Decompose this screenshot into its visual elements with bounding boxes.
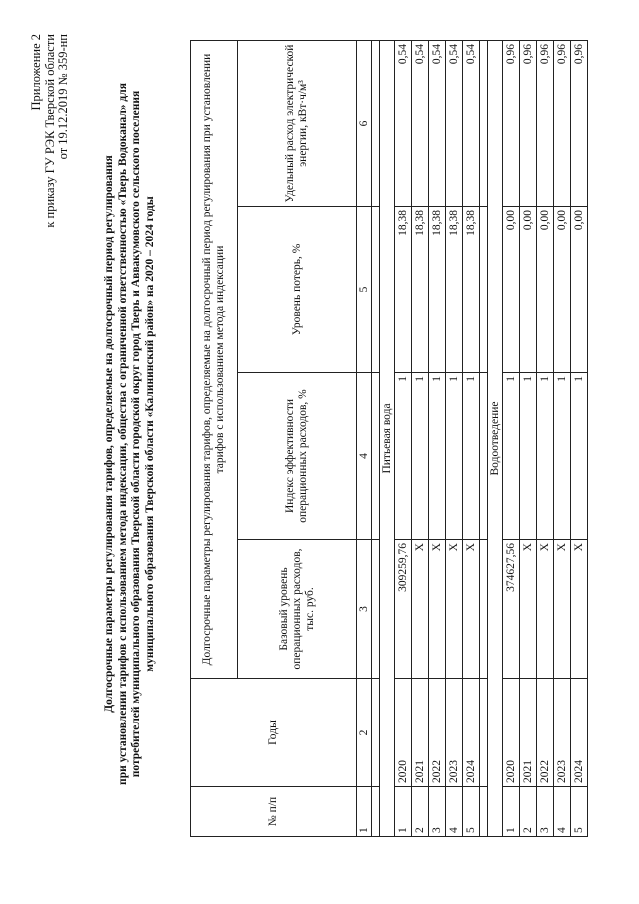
base-opex-cell: Х	[412, 540, 429, 679]
section-separator-row	[372, 40, 380, 836]
efficiency-index-cell: 1	[395, 373, 412, 540]
section-title: Питьевая вода	[380, 40, 395, 836]
base-opex-cell: Х	[446, 540, 463, 679]
row-number-cell: 2	[520, 787, 537, 837]
energy-consumption-cell: 0,54	[463, 40, 480, 206]
separator-cell	[480, 207, 488, 373]
table-row	[520, 40, 537, 836]
title-line-1: Долгосрочные параметры регулирования тарифов, определяемые на долгосрочный период регулирования	[103, 155, 115, 713]
base-opex-cell: 374627,56	[503, 540, 520, 679]
separator-cell	[372, 679, 380, 787]
efficiency-index-cell: 1	[446, 373, 463, 540]
title-line-4: муниципального образования Тверской области «Калининский район» на 2020 – 2024 годы	[143, 196, 156, 672]
header-row-1	[191, 40, 238, 836]
separator-cell	[372, 40, 380, 206]
efficiency-index-cell: 1	[503, 373, 520, 540]
table-row	[412, 40, 429, 836]
loss-level-cell: 0,00	[537, 207, 554, 373]
separator-cell	[372, 373, 380, 540]
efficiency-index-cell: 1	[571, 373, 588, 540]
year-cell: 2022	[429, 679, 446, 787]
energy-consumption-cell: 0,96	[503, 40, 520, 206]
section-title: Водоотведение	[488, 40, 503, 836]
header-efficiency-index: Индекс эффективности операционных расходов, %	[238, 373, 357, 540]
separator-cell	[480, 787, 488, 837]
base-opex-cell: Х	[554, 540, 571, 679]
document-title	[103, 59, 157, 809]
column-number: 5	[357, 207, 372, 373]
row-number-cell: 5	[463, 787, 480, 837]
row-number-cell: 5	[571, 787, 588, 837]
column-number-row	[357, 40, 372, 836]
energy-consumption-cell: 0,54	[429, 40, 446, 206]
efficiency-index-cell: 1	[412, 373, 429, 540]
header-num: № п/п	[191, 787, 357, 837]
year-cell: 2024	[571, 679, 588, 787]
appendix-header	[30, 34, 71, 284]
appendix-order-ref: к приказу ГУ РЭК Тверской области	[42, 34, 57, 228]
separator-cell	[372, 787, 380, 837]
column-number: 1	[357, 787, 372, 837]
loss-level-cell: 18,38	[446, 207, 463, 373]
year-cell: 2023	[554, 679, 571, 787]
loss-level-cell: 0,00	[554, 207, 571, 373]
separator-cell	[480, 373, 488, 540]
year-cell: 2022	[537, 679, 554, 787]
base-opex-cell: Х	[463, 540, 480, 679]
separator-cell	[372, 540, 380, 679]
year-cell: 2024	[463, 679, 480, 787]
separator-cell	[480, 540, 488, 679]
header-years: Годы	[191, 679, 357, 787]
energy-consumption-cell: 0,96	[554, 40, 571, 206]
header-energy-consumption: Удельный расход электрической энергии, кВт·ч/м³	[238, 40, 357, 206]
section-title-row	[380, 40, 395, 836]
separator-cell	[480, 679, 488, 787]
separator-cell	[372, 207, 380, 373]
year-cell: 2020	[395, 679, 412, 787]
row-number-cell: 1	[395, 787, 412, 837]
loss-level-cell: 18,38	[429, 207, 446, 373]
table-body	[191, 40, 588, 836]
base-opex-cell: Х	[429, 540, 446, 679]
table-row	[554, 40, 571, 836]
row-number-cell: 3	[537, 787, 554, 837]
year-cell: 2021	[412, 679, 429, 787]
energy-consumption-cell: 0,54	[446, 40, 463, 206]
base-opex-cell: 309259,76	[395, 540, 412, 679]
year-cell: 2020	[503, 679, 520, 787]
table-row	[429, 40, 446, 836]
efficiency-index-cell: 1	[429, 373, 446, 540]
row-number-cell: 1	[503, 787, 520, 837]
table-row	[463, 40, 480, 836]
energy-consumption-cell: 0,96	[520, 40, 537, 206]
appendix-order-date: от 19.12.2019 № 359-нп	[56, 34, 70, 160]
header-base-opex: Базовый уровень операционных расходов, тыс. руб.	[238, 540, 357, 679]
column-number: 2	[357, 679, 372, 787]
header-group: Долгосрочные параметры регулирования тарифов, определяемые на долгосрочный период регулирования при установлении тарифов с использованием метода индексации	[191, 40, 238, 678]
table-row	[395, 40, 412, 836]
efficiency-index-cell: 1	[463, 373, 480, 540]
table-row	[446, 40, 463, 836]
row-number-cell: 3	[429, 787, 446, 837]
loss-level-cell: 0,00	[520, 207, 537, 373]
appendix-label: Приложение 2	[29, 34, 43, 111]
efficiency-index-cell: 1	[520, 373, 537, 540]
separator-cell	[480, 40, 488, 206]
base-opex-cell: Х	[520, 540, 537, 679]
energy-consumption-cell: 0,54	[395, 40, 412, 206]
row-number-cell: 4	[554, 787, 571, 837]
table-row	[503, 40, 520, 836]
base-opex-cell: Х	[537, 540, 554, 679]
efficiency-index-cell: 1	[537, 373, 554, 540]
table-row	[571, 40, 588, 836]
base-opex-cell: Х	[571, 540, 588, 679]
section-title-row	[488, 40, 503, 836]
efficiency-index-cell: 1	[554, 373, 571, 540]
loss-level-cell: 18,38	[395, 207, 412, 373]
column-number: 3	[357, 540, 372, 679]
energy-consumption-cell: 0,96	[571, 40, 588, 206]
loss-level-cell: 18,38	[412, 207, 429, 373]
energy-consumption-cell: 0,54	[412, 40, 429, 206]
column-number: 4	[357, 373, 372, 540]
row-number-cell: 2	[412, 787, 429, 837]
loss-level-cell: 0,00	[503, 207, 520, 373]
year-cell: 2023	[446, 679, 463, 787]
loss-level-cell: 0,00	[571, 207, 588, 373]
energy-consumption-cell: 0,96	[537, 40, 554, 206]
title-line-2: при установлении тарифов с использованием метода индексации, общества с ограниченной ответственностью «Тверь Водоканал» для	[116, 83, 129, 785]
section-separator-row	[480, 40, 488, 836]
title-line-3: потребителей муниципального образования Тверской области городской округ город Тверь и Аввакумовского сельского поселения	[130, 90, 142, 778]
loss-level-cell: 18,38	[463, 207, 480, 373]
row-number-cell: 4	[446, 787, 463, 837]
table-row	[537, 40, 554, 836]
header-loss-level: Уровень потерь, %	[238, 207, 357, 373]
year-cell: 2021	[520, 679, 537, 787]
column-number: 6	[357, 40, 372, 206]
tariff-parameters-table	[190, 40, 588, 837]
